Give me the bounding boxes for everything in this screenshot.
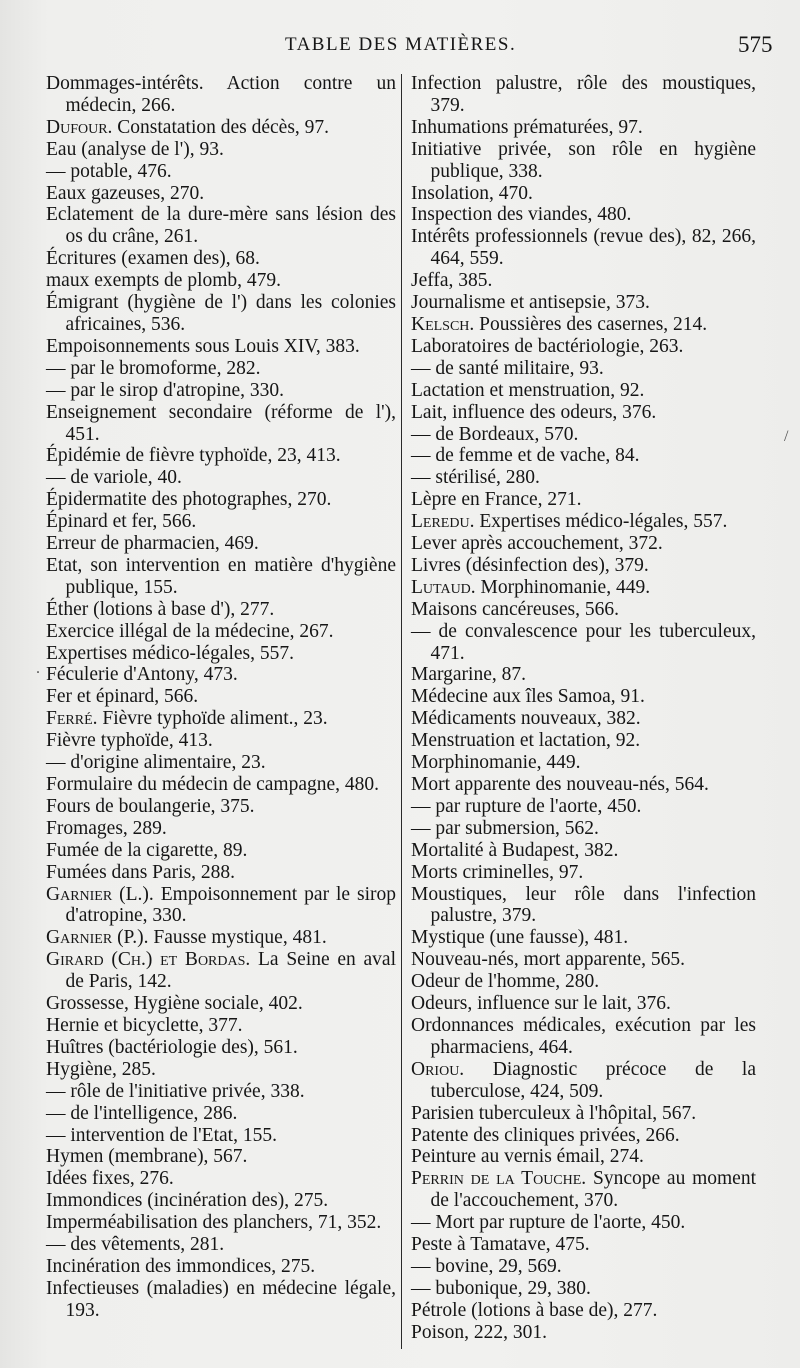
- page-header: [0, 34, 800, 64]
- author-name: Garnier (P.).: [46, 927, 149, 949]
- author-name: Dufour.: [46, 116, 113, 138]
- entry-text: Eclatement de la dure-mère sans lésion des os du crâne, 261.: [46, 204, 396, 248]
- entry-text: Épidermatite des photographes, 270.: [46, 489, 332, 511]
- index-entry: [411, 1015, 756, 1059]
- entry-text: Intérêts professionnels (revue des), 82, 266, 464, 559.: [411, 226, 756, 270]
- entry-text: Dommages-intérêts. Action contre un médecin, 266.: [46, 73, 396, 116]
- entry-text: Peste à Tamatave, 475.: [411, 1234, 590, 1256]
- entry-text: Eaux gazeuses, 270.: [46, 182, 205, 204]
- index-entry: [46, 796, 396, 818]
- running-head: TABLE DES MATIÈRES.: [285, 34, 517, 55]
- entry-text: Lactation et menstruation, 92.: [411, 379, 645, 401]
- entry-text: Féculerie d'Antony, 473.: [46, 664, 238, 686]
- author-name: Lutaud.: [411, 576, 476, 598]
- index-entry: [411, 1300, 756, 1322]
- index-entry: [411, 1125, 756, 1147]
- index-entry: [411, 1103, 756, 1125]
- index-entry: [46, 664, 396, 686]
- index-entry: [411, 993, 756, 1015]
- column-divider: [401, 74, 402, 1349]
- index-entry: [46, 380, 396, 402]
- index-entry: [46, 730, 396, 752]
- entry-text: Mortalité à Budapest, 382.: [411, 839, 619, 861]
- index-entry: [46, 818, 396, 840]
- entry-text: Margarine, 87.: [411, 664, 526, 686]
- index-entry: [411, 292, 756, 314]
- entry-text: — de convalescence pour les tuberculeux, 471.: [411, 620, 756, 664]
- index-entry: [46, 73, 396, 117]
- entry-text: Peinture au vernis émail, 274.: [411, 1146, 644, 1168]
- entry-text: Fièvre typhoïde, 413.: [46, 730, 213, 752]
- entry-text: Morphinomanie, 449.: [411, 752, 581, 774]
- entry-text: Ordonnances médicales, exécution par les pharmaciens, 464.: [411, 1014, 756, 1058]
- entry-text: Nouveau-nés, mort apparente, 565.: [411, 949, 685, 971]
- entry-text: Épinard et fer, 566.: [46, 511, 197, 533]
- entry-text: Hymen (membrane), 567.: [46, 1146, 248, 1168]
- index-entry: [46, 139, 396, 161]
- index-entry: [411, 971, 756, 993]
- index-entry: [411, 1059, 756, 1103]
- index-entry: [46, 1037, 396, 1059]
- index-entry: [46, 292, 396, 336]
- index-entry: [411, 314, 756, 336]
- index-entry: [411, 533, 756, 555]
- entry-text: Eau (analyse de l'), 93.: [46, 138, 224, 160]
- index-entry: [411, 884, 756, 928]
- index-entry: [46, 993, 396, 1015]
- index-entry: [411, 555, 756, 577]
- entry-text: Laboratoires de bactériologie, 263.: [411, 335, 684, 357]
- index-entry: [46, 840, 396, 862]
- index-entry: [46, 1081, 396, 1103]
- entry-text: Exercice illégal de la médecine, 267.: [46, 620, 334, 642]
- index-entry: [46, 555, 396, 599]
- entry-text: Constatation des décès, 97.: [112, 116, 330, 138]
- index-entry: [411, 862, 756, 884]
- index-entry: [411, 752, 756, 774]
- margin-speck: .: [36, 660, 40, 677]
- entry-text: Diagnostic précoce de la tuberculose, 424, 509.: [430, 1058, 756, 1102]
- index-entry: [46, 1146, 396, 1168]
- entry-text: Lever après accouchement, 372.: [411, 533, 663, 555]
- index-entry: [46, 467, 396, 489]
- entry-text: maux exempts de plomb, 479.: [46, 270, 282, 292]
- entry-text: — potable, 476.: [46, 160, 172, 182]
- entry-text: Imperméabilisation des planchers, 71, 352.: [46, 1212, 382, 1234]
- entry-text: — de Bordeaux, 570.: [411, 423, 579, 445]
- index-entry: [411, 204, 756, 226]
- index-entry: [46, 533, 396, 555]
- entry-text: Morphinomanie, 449.: [475, 576, 651, 598]
- index-entry: [46, 1168, 396, 1190]
- index-entry: [411, 1234, 756, 1256]
- entry-text: Empoisonnements sous Louis XIV, 383.: [46, 335, 360, 357]
- index-entry: [46, 445, 396, 467]
- index-entry: [411, 1322, 756, 1344]
- entry-text: Patente des cliniques privées, 266.: [411, 1124, 680, 1146]
- entry-text: Erreur de pharmacien, 469.: [46, 533, 259, 555]
- author-name: Oriou.: [411, 1058, 465, 1080]
- entry-text: Émigrant (hygiène de l') dans les colonies africaines, 536.: [46, 292, 396, 335]
- index-entry: [46, 1125, 396, 1147]
- index-entry: [411, 599, 756, 621]
- entry-text: — par le bromoforme, 282.: [46, 357, 261, 379]
- entry-text: Syncope au moment de l'accouchement, 370.: [430, 1168, 757, 1212]
- entry-text: Poussières des casernes, 214.: [474, 313, 708, 335]
- index-entry: [411, 664, 756, 686]
- entry-text: Hernie et bicyclette, 377.: [46, 1014, 243, 1036]
- index-entry: [411, 489, 756, 511]
- entry-text: Hygiène, 285.: [46, 1058, 156, 1080]
- entry-text: Lait, influence des odeurs, 376.: [411, 401, 657, 423]
- index-entry: [46, 774, 396, 796]
- entry-text: Incinération des immondices, 275.: [46, 1255, 316, 1277]
- index-entry: [46, 117, 396, 139]
- index-entry: [411, 1256, 756, 1278]
- entry-text: Fer et épinard, 566.: [46, 686, 199, 708]
- index-entry: [46, 402, 396, 446]
- entry-text: Morts criminelles, 97.: [411, 861, 584, 883]
- entry-text: — d'origine alimentaire, 23.: [46, 752, 266, 774]
- margin-speck: /: [784, 428, 789, 445]
- index-entry: [46, 599, 396, 621]
- page-number: 575: [738, 32, 773, 57]
- entry-text: Écritures (examen des), 68.: [46, 248, 260, 270]
- author-name: Perrin de la Touche.: [411, 1168, 587, 1190]
- entry-text: — des vêtements, 281.: [46, 1234, 225, 1256]
- index-entry: [411, 467, 756, 489]
- entry-text: Fièvre typhoïde aliment., 23.: [97, 708, 328, 730]
- index-entry: [46, 708, 396, 730]
- index-entry: [46, 1190, 396, 1212]
- index-entry: [46, 1256, 396, 1278]
- entry-text: Empoisonnement par le sirop d'atropine, 330.: [65, 883, 397, 927]
- index-entry: [46, 1103, 396, 1125]
- index-entry: [46, 862, 396, 884]
- entry-text: Fromages, 289.: [46, 817, 167, 839]
- entry-text: — Mort par rupture de l'aorte, 450.: [411, 1212, 686, 1234]
- entry-text: Fours de boulangerie, 375.: [46, 795, 255, 817]
- index-entry: [411, 139, 756, 183]
- entry-text: Médicaments nouveaux, 382.: [411, 708, 641, 730]
- index-entry: [46, 1212, 396, 1234]
- entry-text: Huîtres (bactériologie des), 561.: [46, 1036, 298, 1058]
- entry-text: — bubonique, 29, 380.: [411, 1277, 591, 1299]
- entry-text: Grossesse, Hygiène sociale, 402.: [46, 993, 303, 1015]
- index-entry: [46, 1234, 396, 1256]
- entry-text: Mort apparente des nouveau-nés, 564.: [411, 774, 709, 795]
- entry-text: Journalisme et antisepsie, 373.: [411, 292, 650, 314]
- entry-text: Poison, 222, 301.: [411, 1321, 547, 1343]
- index-entry: [411, 686, 756, 708]
- entry-text: Initiative privée, son rôle en hygiène publique, 338.: [411, 138, 756, 182]
- entry-text: Etat, son intervention en matière d'hygiène publique, 155.: [46, 554, 396, 598]
- entry-text: Moustiques, leur rôle dans l'infection palustre, 379.: [411, 883, 756, 927]
- entry-text: — de femme et de vache, 84.: [411, 445, 640, 467]
- index-entry: [411, 818, 756, 840]
- entry-text: Menstruation et lactation, 92.: [411, 730, 641, 752]
- entry-text: Épidémie de fièvre typhoïde, 23, 413.: [46, 445, 341, 467]
- index-entry: [411, 949, 756, 971]
- entry-text: Mystique (une fausse), 481.: [411, 927, 629, 949]
- index-entry: [411, 927, 756, 949]
- entry-text: — par submersion, 562.: [411, 817, 599, 839]
- entry-text: Lèpre en France, 271.: [411, 489, 582, 511]
- entry-text: — rôle de l'initiative privée, 338.: [46, 1080, 305, 1102]
- index-entry: [411, 621, 756, 665]
- index-entry: [411, 730, 756, 752]
- entry-text: Inspection des viandes, 480.: [411, 204, 632, 226]
- index-entry: [46, 336, 396, 358]
- entry-text: Infectieuses (maladies) en médecine légale, 193.: [46, 1277, 396, 1321]
- index-column-right: [411, 73, 756, 1344]
- entry-text: Pétrole (lotions à base de), 277.: [411, 1299, 658, 1321]
- entry-text: La Seine en aval de Paris, 142.: [65, 949, 396, 993]
- index-entry: [46, 686, 396, 708]
- index-entry: [46, 489, 396, 511]
- index-entry: [411, 577, 756, 599]
- index-entry: [46, 1015, 396, 1037]
- author-name: Garnier (L.).: [46, 883, 154, 905]
- index-entry: [46, 161, 396, 183]
- index-entry: [411, 336, 756, 358]
- entry-text: Fausse mystique, 481.: [148, 927, 327, 949]
- entry-text: Formulaire du médecin de campagne, 480.: [46, 774, 380, 795]
- entry-text: Livres (désinfection des), 379.: [411, 554, 649, 576]
- index-entry: [46, 511, 396, 533]
- index-entry: [411, 226, 756, 270]
- entry-text: Médecine aux îles Samoa, 91.: [411, 686, 645, 708]
- index-entry: [46, 248, 396, 270]
- index-entry: [46, 884, 396, 928]
- entry-text: Fumée de la cigarette, 89.: [46, 839, 248, 861]
- entry-text: Jeffa, 385.: [411, 270, 493, 292]
- index-entry: [411, 840, 756, 862]
- entry-text: — de variole, 40.: [46, 467, 182, 489]
- author-name: Leredu.: [411, 511, 475, 533]
- entry-text: Insolation, 470.: [411, 182, 533, 204]
- entry-text: Odeur de l'homme, 280.: [411, 971, 600, 993]
- index-entry: [411, 402, 756, 424]
- index-entry: [411, 1146, 756, 1168]
- index-entry: [46, 621, 396, 643]
- entry-text: Idées fixes, 276.: [46, 1168, 174, 1190]
- index-entry: [411, 270, 756, 292]
- entry-text: — bovine, 29, 569.: [411, 1255, 562, 1277]
- index-entry: [411, 1278, 756, 1300]
- entry-text: Inhumations prématurées, 97.: [411, 116, 643, 138]
- index-entry: [411, 511, 756, 533]
- index-entry: [46, 949, 396, 993]
- entry-text: Infection palustre, rôle des moustiques, 379.: [411, 73, 756, 116]
- index-entry: [411, 796, 756, 818]
- index-entry: [411, 73, 756, 117]
- index-entry: [46, 752, 396, 774]
- author-name: Kelsch.: [411, 313, 475, 335]
- index-entry: [411, 708, 756, 730]
- entry-text: Enseignement secondaire (réforme de l'), 451.: [46, 401, 396, 445]
- entry-text: — par le sirop d'atropine, 330.: [46, 379, 284, 401]
- author-name: Ferré.: [46, 708, 98, 730]
- index-entry: [411, 1168, 756, 1212]
- index-entry: [411, 183, 756, 205]
- index-entry: [46, 204, 396, 248]
- entry-text: Expertises médico-légales, 557.: [46, 642, 295, 664]
- entry-text: — de santé militaire, 93.: [411, 357, 604, 379]
- index-entry: [46, 927, 396, 949]
- index-entry: [46, 1278, 396, 1322]
- index-entry: [46, 1059, 396, 1081]
- index-entry: [411, 380, 756, 402]
- entry-text: — stérilisé, 280.: [411, 467, 540, 489]
- index-entry: [411, 424, 756, 446]
- entry-text: — de l'intelligence, 286.: [46, 1102, 238, 1124]
- entry-text: Fumées dans Paris, 288.: [46, 861, 236, 883]
- index-column-left: [46, 73, 396, 1322]
- entry-text: Odeurs, influence sur le lait, 376.: [411, 993, 671, 1015]
- entry-text: — intervention de l'Etat, 155.: [46, 1124, 277, 1146]
- entry-text: Parisien tuberculeux à l'hôpital, 567.: [411, 1102, 697, 1124]
- index-entry: [46, 358, 396, 380]
- entry-text: Maisons cancéreuses, 566.: [411, 598, 619, 620]
- entry-text: Éther (lotions à base d'), 277.: [46, 598, 275, 620]
- index-entry: [46, 643, 396, 665]
- entry-text: Expertises médico-légales, 557.: [474, 511, 728, 533]
- index-entry: [411, 1212, 756, 1234]
- index-entry: [411, 774, 756, 796]
- index-entry: [46, 183, 396, 205]
- entry-text: Immondices (incinération des), 275.: [46, 1190, 329, 1212]
- index-entry: [411, 445, 756, 467]
- author-name: Girard (Ch.) et Bordas.: [46, 949, 251, 971]
- index-entry: [46, 270, 396, 292]
- entry-text: — par rupture de l'aorte, 450.: [411, 795, 642, 817]
- index-entry: [411, 117, 756, 139]
- index-entry: [411, 358, 756, 380]
